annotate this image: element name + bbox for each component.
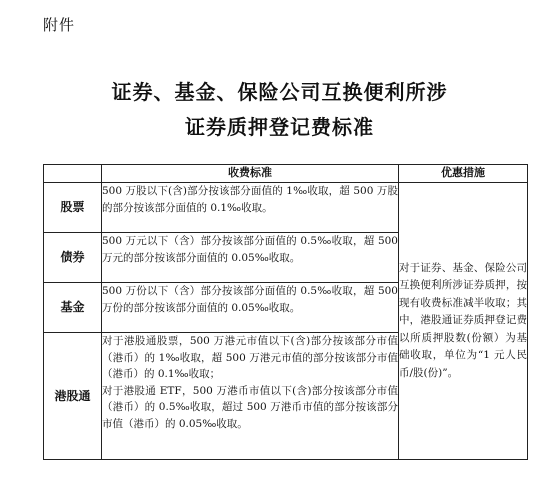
category-cell: 港股通 xyxy=(44,333,102,460)
category-cell: 基金 xyxy=(44,283,102,333)
category-cell: 债券 xyxy=(44,233,102,283)
table-row-stocks xyxy=(44,183,528,233)
header-category xyxy=(44,165,102,183)
category-cell: 股票 xyxy=(44,183,102,233)
header-discount-measures: 优惠措施 xyxy=(399,165,528,183)
fee-standard-etf-paragraph: 对于港股通 ETF，500 万港币市值以下(含)部分按该部分市值（港币）的 0.5‰收取，超过 500 万港币市值的部分按该部分市值（港币）的 0.05‰收取。 xyxy=(102,384,398,430)
attachment-label: 附件 xyxy=(43,16,76,34)
fee-standard-cell: 500 万份以下（含）部分按该部分面值的 0.5‰收取，超 500 万份的部分按该部分面值的 0.05‰收取。 xyxy=(102,283,399,333)
header-fee-standard: 收费标准 xyxy=(102,165,399,183)
fee-standard-table xyxy=(43,164,528,460)
document-title-line-2: 证券质押登记费标准 xyxy=(185,115,374,139)
discount-measures-cell: 对于证券、基金、保险公司互换便利所涉证券质押，按现有收费标准减半收取；其中，港股通证券质押登记费以所质押股数(份额）为基础收取，单位为“1 元人民币/股(份)”。 xyxy=(399,183,528,460)
fee-standard-cell: 500 万股以下(含)部分按该部分面值的 1‰收取，超 500 万股的部分按该部分面值的 0.1‰收取。 xyxy=(102,183,399,233)
fee-standard-stocks-paragraph: 对于港股通股票，500 万港元市值以下(含)部分按该部分市值（港币）的 1‰收取，超 500 万港元市值的部分按该部分市值（港币）的 0.1‰收取； xyxy=(102,335,398,380)
table-header-row xyxy=(44,165,528,183)
document-title-line-1: 证券、基金、保险公司互换便利所涉 xyxy=(111,80,448,104)
fee-standard-cell xyxy=(102,333,399,460)
fee-standard-cell: 500 万元以下（含）部分按该部分面值的 0.5‰收取，超 500 万元的部分按该部分面值的 0.05‰收取。 xyxy=(102,233,399,283)
